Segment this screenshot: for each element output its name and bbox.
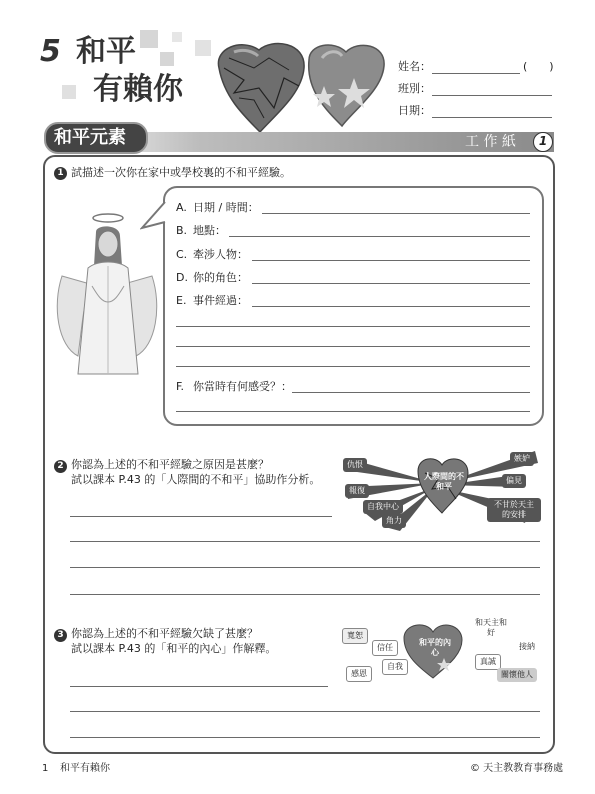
section-title-pill [44, 122, 148, 154]
name-label: 姓名： [398, 60, 431, 73]
q1-item-f-field[interactable] [292, 392, 530, 393]
angel-illustration [52, 206, 162, 386]
q2-label-power-struggle: 角力 [382, 514, 406, 528]
name-field[interactable] [432, 73, 520, 74]
footer-title: 和平有賴你 [60, 763, 110, 774]
q3-label-acceptance: 接納 [519, 642, 535, 651]
date-field[interactable] [432, 117, 552, 118]
q2-label-prejudice: 偏見 [502, 474, 526, 488]
question-3-line2: 試以課本 P.43 的「和平的內心」作解釋。 [71, 642, 277, 655]
q2-label-self-centred: 自我中心 [363, 500, 403, 514]
q1-item-d-field[interactable] [252, 283, 530, 284]
q3-label-forgiveness: 寬恕 [342, 628, 368, 644]
question-2-number: 2 [54, 460, 67, 473]
unit-number: 5 [40, 34, 61, 69]
q1-item-e-field-line2[interactable] [176, 326, 530, 327]
date-label: 日期： [398, 104, 431, 117]
title-line2: 有賴你 [93, 72, 183, 107]
footer-copyright: © 天主教教育事務處 [470, 763, 564, 774]
q1-item-f-field-line2[interactable] [176, 411, 530, 412]
title-line1: 和平 [76, 34, 136, 69]
q1-item-a-label: 日期 / 時間： [193, 201, 259, 214]
question-2-line2: 試以課本 P.43 的「人際間的不和平」協助作分析。 [71, 473, 321, 486]
q3-answer-line1[interactable] [70, 686, 328, 687]
section-title: 和平元素 [54, 127, 126, 148]
q1-item-e-field-line4[interactable] [176, 366, 530, 367]
q1-item-e-field-line3[interactable] [176, 346, 530, 347]
decor-square [140, 30, 158, 48]
q1-item-b-letter: B. [176, 224, 188, 237]
q2-label-not-accept-god: 不甘於天主的安排 [487, 498, 541, 522]
worksheet-label: 工 作 紙 [465, 134, 516, 150]
question-1-number: 1 [54, 167, 67, 180]
q1-item-f-label: 你當時有何感受？： [193, 380, 292, 393]
q1-item-e-letter: E. [176, 294, 187, 307]
q1-item-e-label: 事件經過： [193, 294, 248, 307]
q3-label-reconcile-god: 和天主和好 [475, 618, 507, 637]
question-3-number: 3 [54, 629, 67, 642]
q1-item-b-field[interactable] [229, 236, 530, 237]
q3-label-gratitude: 感恩 [346, 666, 372, 682]
q3-label-trust: 信任 [372, 640, 398, 656]
q2-answer-line4[interactable] [70, 594, 540, 595]
q1-item-f-letter: F. [176, 380, 185, 393]
q2-answer-line3[interactable] [70, 567, 540, 568]
q1-item-c-label: 牽涉人物： [193, 248, 248, 261]
q2-label-hatred: 仇恨 [343, 458, 367, 472]
hearts-illustration [214, 38, 394, 138]
q3-diagram-center: 和平的內心 [419, 638, 451, 657]
q2-label-revenge: 報復 [345, 484, 369, 498]
decor-square [62, 85, 76, 99]
q3-answer-line3[interactable] [70, 737, 540, 738]
q1-item-d-letter: D. [176, 271, 188, 284]
q3-answer-line2[interactable] [70, 711, 540, 712]
q3-label-care-others: 關懷他人 [497, 668, 537, 682]
question-2-line1: 你認為上述的不和平經驗之原因是甚麼？ [71, 458, 269, 471]
class-field[interactable] [432, 95, 552, 96]
worksheet-number-badge [533, 132, 553, 152]
footer-page-number: 1 [42, 763, 49, 774]
decor-square [172, 32, 182, 42]
q3-label-sincerity: 真誠 [475, 654, 501, 670]
q1-item-c-field[interactable] [252, 260, 530, 261]
q2-diagram-center: 人際間的不和平 [424, 472, 464, 491]
worksheet-number: 1 [538, 134, 548, 148]
question-1-text: 試描述一次你在家中或學校裏的不和平經驗。 [71, 166, 291, 179]
question-3-line1: 你認為上述的不和平經驗欠缺了甚麼？ [71, 627, 258, 640]
q2-answer-line2[interactable] [70, 541, 540, 542]
speech-bubble-tail [140, 200, 166, 232]
q2-answer-line1[interactable] [70, 516, 332, 517]
q1-item-b-label: 地點： [193, 224, 226, 237]
q1-item-d-label: 你的角色： [193, 271, 248, 284]
class-label: 班別： [398, 82, 431, 95]
decor-square [160, 52, 174, 66]
q1-item-c-letter: C. [176, 248, 188, 261]
decor-square [195, 40, 211, 56]
q2-label-jealousy: 嫉妒 [510, 452, 534, 466]
q1-item-e-field[interactable] [252, 306, 530, 307]
q1-item-a-letter: A. [176, 201, 187, 214]
q1-item-a-field[interactable] [262, 213, 530, 214]
q3-label-self: 自我 [382, 659, 408, 675]
class-number-paren: ( ) [523, 60, 554, 73]
